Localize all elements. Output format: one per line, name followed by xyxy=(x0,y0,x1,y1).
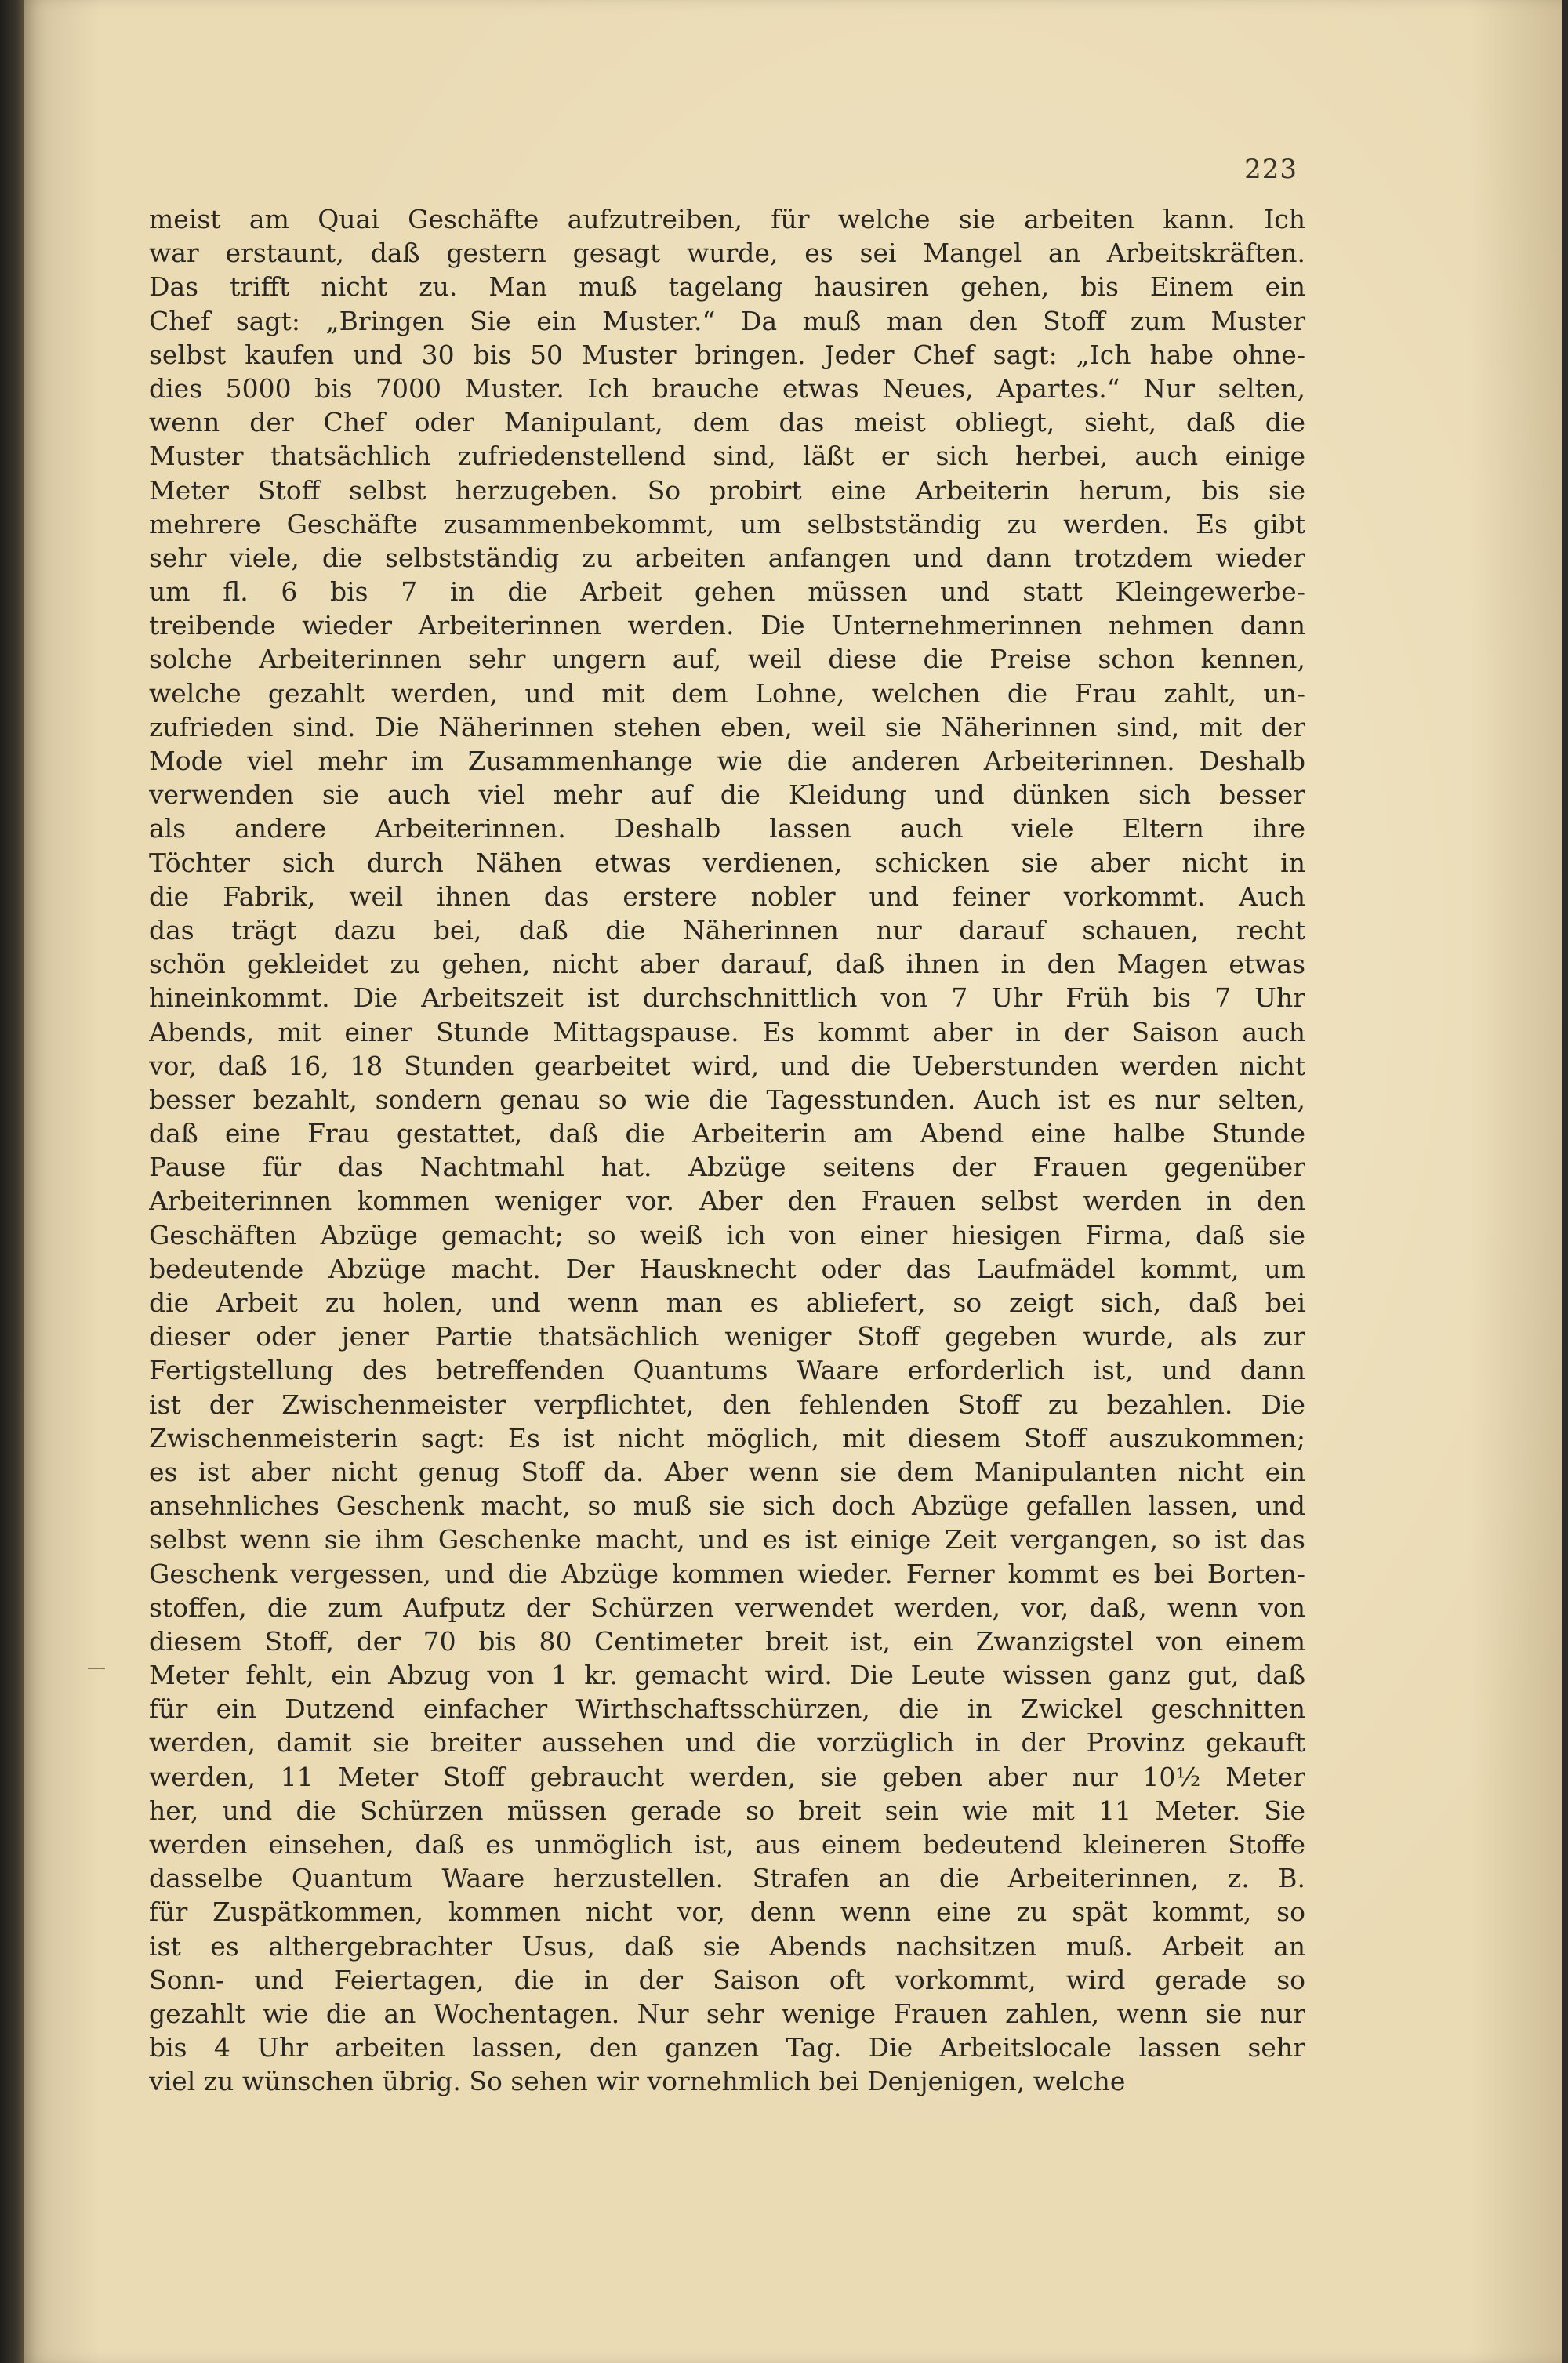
text-line: die Arbeit zu holen, und wenn man es abliefert, so zeigt sich, daß bei xyxy=(149,1287,1305,1318)
text-line: hineinkommt. Die Arbeitszeit ist durchschnittlich von 7 Uhr Früh bis 7 Uhr xyxy=(149,982,1305,1014)
text-line: ist der Zwischenmeister verpflichtet, den fehlenden Stoff zu bezahlen. Die xyxy=(149,1388,1305,1420)
text-line: Muster thatsächlich zufriedenstellend sind, läßt er sich herbei, auch einige xyxy=(149,441,1305,472)
text-line: um fl. 6 bis 7 in die Arbeit gehen müssen und statt Kleingewerbe- xyxy=(149,576,1305,608)
text-line: werden, 11 Meter Stoff gebraucht werden, sie geben aber nur 10½ Meter xyxy=(149,1761,1305,1792)
text-line: treibende wieder Arbeiterinnen werden. Die Unternehmerinnen nehmen dann xyxy=(149,610,1305,641)
text-line: Chef sagt: „Bringen Sie ein Muster.“ Da muß man den Stoff zum Muster xyxy=(149,305,1305,336)
text-line: es ist aber nicht genug Stoff da. Aber wenn sie dem Manipulanten nicht ein xyxy=(149,1456,1305,1487)
text-line: die Fabrik, weil ihnen das erstere nobler und feiner vorkommt. Auch xyxy=(149,880,1305,912)
text-line: dies 5000 bis 7000 Muster. Ich brauche etwas Neues, Apartes.“ Nur selten, xyxy=(149,372,1305,404)
text-line: bedeutende Abzüge macht. Der Hausknecht oder das Laufmädel kommt, um xyxy=(149,1253,1305,1284)
text-line: gezahlt wie die an Wochentagen. Nur sehr wenige Frauen zahlen, wenn sie nur xyxy=(149,1998,1305,2029)
page-number: 223 xyxy=(1244,154,1298,185)
text-line: zufrieden sind. Die Näherinnen stehen eben, weil sie Näherinnen sind, mit der xyxy=(149,711,1305,742)
text-line: Mode viel mehr im Zusammenhange wie die anderen Arbeiterinnen. Deshalb xyxy=(149,746,1305,776)
text-line: war erstaunt, daß gestern gesagt wurde, es sei Mangel an Arbeitskräften. xyxy=(149,238,1305,269)
text-line: bis 4 Uhr arbeiten lassen, den ganzen Tag. Die Arbeitslocale lassen sehr xyxy=(149,2032,1305,2064)
text-line: vor, daß 16, 18 Stunden gearbeitet wird, und die Ueberstunden werden nicht xyxy=(149,1050,1305,1081)
text-line: ist es althergebrachter Usus, daß sie Abends nachsitzen muß. Arbeit an xyxy=(149,1930,1305,1962)
text-line: Pause für das Nachtmahl hat. Abzüge seitens der Frauen gegenüber xyxy=(149,1152,1305,1183)
text-line: verwenden sie auch viel mehr auf die Kleidung und dünken sich besser xyxy=(149,779,1305,811)
text-line: für Zuspätkommen, kommen nicht vor, denn wenn eine zu spät kommt, so xyxy=(149,1897,1305,1928)
text-line: Töchter sich durch Nähen etwas verdienen, schicken sie aber nicht in xyxy=(149,847,1305,878)
text-line: werden, damit sie breiter aussehen und die vorzüglich in der Provinz gekauft xyxy=(149,1727,1305,1759)
text-line: welche gezahlt werden, und mit dem Lohne, welchen die Frau zahlt, un- xyxy=(149,677,1305,709)
text-line: ansehnliches Geschenk macht, so muß sie sich doch Abzüge gefallen lassen, und xyxy=(149,1490,1305,1522)
text-line: werden einsehen, daß es unmöglich ist, aus einem bedeutend kleineren Stoffe xyxy=(149,1829,1305,1860)
text-line: Das trifft nicht zu. Man muß tagelang hausiren gehen, bis Einem ein xyxy=(149,271,1305,303)
book-gutter xyxy=(0,0,24,2363)
text-line: für ein Dutzend einfacher Wirthschaftsschürzen, die in Zwickel geschnitten xyxy=(149,1693,1305,1725)
margin-mark xyxy=(88,1668,105,1669)
text-line: als andere Arbeiterinnen. Deshalb lassen auch viele Eltern ihre xyxy=(149,813,1305,844)
text-line: Abends, mit einer Stunde Mittagspause. Es kommt aber in der Saison auch xyxy=(149,1016,1305,1047)
text-line: diesem Stoff, der 70 bis 80 Centimeter breit ist, ein Zwanzigstel von einem xyxy=(149,1625,1305,1657)
text-line: dasselbe Quantum Waare herzustellen. Strafen an die Arbeiterinnen, z. B. xyxy=(149,1863,1305,1894)
text-line: Meter Stoff selbst herzugeben. So probirt eine Arbeiterin herum, bis sie xyxy=(149,474,1305,506)
text-line: solche Arbeiterinnen sehr ungern auf, weil diese die Preise schon kennen, xyxy=(149,644,1305,675)
text-line: Zwischenmeisterin sagt: Es ist nicht möglich, mit diesem Stoff auszukommen; xyxy=(149,1422,1305,1454)
text-line: selbst wenn sie ihm Geschenke macht, und es ist einige Zeit vergangen, so ist das xyxy=(149,1524,1305,1555)
text-line: besser bezahlt, sondern genau so wie die Tagesstunden. Auch ist es nur selten, xyxy=(149,1083,1305,1115)
text-line: Arbeiterinnen kommen weniger vor. Aber den Frauen selbst werden in den xyxy=(149,1185,1305,1217)
text-line: selbst kaufen und 30 bis 50 Muster bringen. Jeder Chef sagt: „Ich habe ohne- xyxy=(149,339,1305,370)
text-line: stoffen, die zum Aufputz der Schürzen verwendet werden, vor, daß, wenn von xyxy=(149,1592,1305,1623)
text-line: sehr viele, die selbstständig zu arbeiten anfangen und dann trotzdem wieder xyxy=(149,542,1305,573)
text-line: Geschenk vergessen, und die Abzüge kommen wieder. Ferner kommt es bei Borten- xyxy=(149,1558,1305,1589)
text-line: das trägt dazu bei, daß die Näherinnen nur darauf schauen, recht xyxy=(149,914,1305,946)
text-line: Fertigstellung des betreffenden Quantums Waare erforderlich ist, und dann xyxy=(149,1355,1305,1386)
text-line: her, und die Schürzen müssen gerade so breit sein wie mit 11 Meter. Sie xyxy=(149,1795,1305,1826)
text-line: schön gekleidet zu gehen, nicht aber darauf, daß ihnen in den Magen etwas xyxy=(149,949,1305,980)
text-line: wenn der Chef oder Manipulant, dem das meist obliegt, sieht, daß die xyxy=(149,407,1305,438)
text-line: Geschäften Abzüge gemacht; so weiß ich von einer hiesigen Firma, daß sie xyxy=(149,1219,1305,1250)
text-line: mehrere Geschäfte zusammenbekommt, um selbstständig zu werden. Es gibt xyxy=(149,508,1305,539)
text-line: Sonn- und Feiertagen, die in der Saison oft vorkommt, wird gerade so xyxy=(149,1964,1305,1995)
text-line: Meter fehlt, ein Abzug von 1 kr. gemacht wird. Die Leute wissen ganz gut, daß xyxy=(149,1660,1305,1691)
text-line: daß eine Frau gestattet, daß die Arbeiterin am Abend eine halbe Stunde xyxy=(149,1118,1305,1149)
text-line: viel zu wünschen übrig. So sehen wir vornehmlich bei Denjenigen, welche xyxy=(149,2066,1126,2097)
text-line: dieser oder jener Partie thatsächlich weniger Stoff gegeben wurde, als zur xyxy=(149,1321,1305,1352)
body-text xyxy=(149,202,1305,2099)
text-line: meist am Quai Geschäfte aufzutreiben, für welche sie arbeiten kann. Ich xyxy=(149,204,1305,234)
